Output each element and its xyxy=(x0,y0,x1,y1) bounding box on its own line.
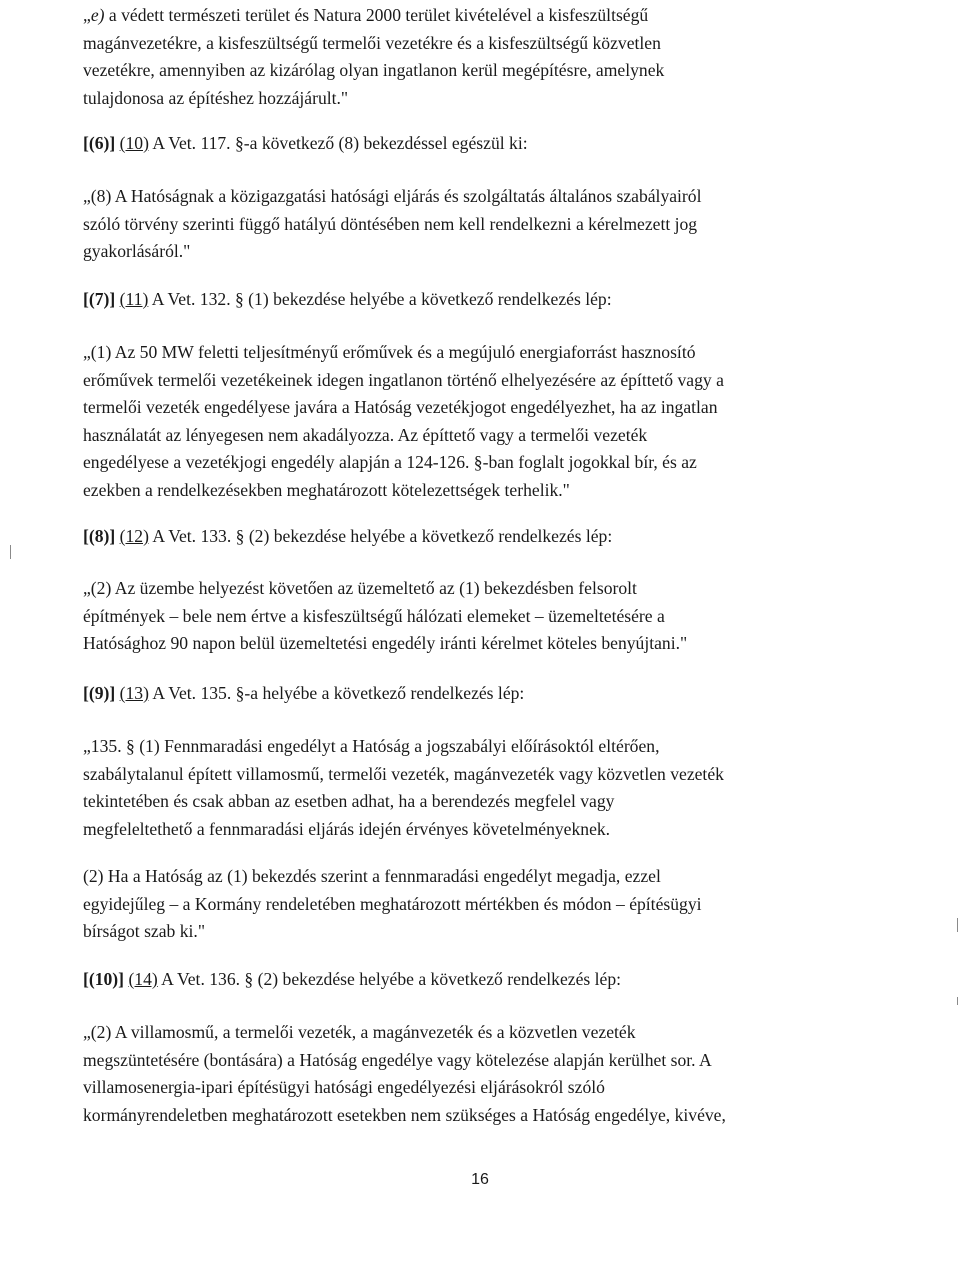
quote-line: egyidejűleg – a Kormány rendeletében meghatározott mértékben és módon – építésügyi xyxy=(83,893,702,914)
heading-text: A Vet. 135. §-a helyébe a következő rendelkezés lép: xyxy=(148,683,525,703)
amendment-heading-14 xyxy=(83,966,883,994)
quote-line: kormányrendeletben meghatározott esetekben nem szükséges a Hatóság engedélye, kivéve, xyxy=(83,1104,726,1125)
old-ref: [(6)] xyxy=(83,133,116,153)
quote-line: Hatósághoz 90 napon belül üzemeltetési engedély iránti kérelmet köteles benyújtani." xyxy=(83,633,688,654)
quote-line: tekintetében és csak abban az esetben adhat, ha a berendezés megfelel vagy xyxy=(83,791,615,812)
quote-line: termelői vezeték engedélyese javára a Hatóság vezetékjogot engedélyezhet, ha az ingatlan xyxy=(83,397,718,418)
quote-line: használatát az lényegesen nem akadályozza. Az építtető vagy a termelői vezeték xyxy=(83,424,648,445)
heading-text: A Vet. 133. § (2) bekezdése helyébe a következő rendelkezés lép: xyxy=(148,526,613,546)
paragraph-e-line-4: tulajdonosa az építéshez hozzájárult." xyxy=(83,87,349,108)
point-letter: e) xyxy=(90,5,105,25)
old-ref: [(9)] xyxy=(83,683,116,703)
quote-11 xyxy=(83,339,883,505)
new-ref: (12) xyxy=(119,526,149,546)
paragraph-e-line-3: vezetékre, amennyiben az kizárólag olyan ingatlanon kerül megépítésre, amelynek xyxy=(83,60,665,81)
amendment-heading-12 xyxy=(83,523,883,551)
scan-mark xyxy=(957,997,958,1005)
quote-line: (2) Ha a Hatóság az (1) bekezdés szerint a fennmaradási engedélyt megadja, ezzel xyxy=(83,866,661,886)
old-ref: [(7)] xyxy=(83,289,116,309)
amendment-heading-13 xyxy=(83,680,883,708)
new-ref: (11) xyxy=(119,289,149,309)
new-ref: (10) xyxy=(119,133,149,153)
amendment-heading-11 xyxy=(83,286,883,314)
page-number: 16 xyxy=(471,1171,489,1188)
open-quote: „ xyxy=(83,5,91,25)
new-ref: (14) xyxy=(128,969,158,989)
old-ref: [(8)] xyxy=(83,526,116,546)
heading-text: A Vet. 136. § (2) bekezdése helyébe a következő rendelkezés lép: xyxy=(157,969,622,989)
quote-line: „(8) A Hatóságnak a közigazgatási hatósági eljárás és szolgáltatás általános szabályairól xyxy=(83,186,702,206)
quote-line: megfeleltethető a fennmaradási eljárás idején érvényes követelményeknek. xyxy=(83,818,611,839)
quote-line: bírságot szab ki." xyxy=(83,921,206,942)
heading-text: A Vet. 117. §-a következő (8) bekezdéssel egészül ki: xyxy=(148,133,528,153)
paragraph-e xyxy=(83,2,883,112)
quote-13-part-2 xyxy=(83,863,883,946)
heading-text: A Vet. 132. § (1) bekezdése helyébe a következő rendelkezés lép: xyxy=(148,289,612,309)
old-ref: [(10)] xyxy=(83,969,125,989)
quote-line: ezekben a rendelkezésekben meghatározott kötelezettségek terhelik." xyxy=(83,479,570,500)
quote-line: megszüntetésére (bontására) a Hatóság engedélye vagy kötelezése alapján kerülhet sor. A xyxy=(83,1049,712,1070)
quote-line: „(1) Az 50 MW feletti teljesítményű erőművek és a megújuló energiaforrást hasznosító xyxy=(83,342,696,362)
paragraph-e-line-2: magánvezetékre, a kisfeszültségű termelői vezetékre és a kisfeszültségű közvetlen xyxy=(83,32,661,53)
quote-14 xyxy=(83,1019,883,1129)
quote-12 xyxy=(83,575,883,658)
paragraph-e-line-1 xyxy=(83,2,883,30)
quote-line: szabálytalanul épített villamosmű, termelői vezeték, magánvezeték vagy közvetlen vezeték xyxy=(83,763,724,784)
quote-line: szóló törvény szerinti függő hatályú döntésében nem kell rendelkezni a kérelmezett jog xyxy=(83,213,698,234)
amendment-heading-10 xyxy=(83,130,883,158)
quote-line: építmények – bele nem értve a kisfeszültségű hálózati elemeket – üzemeltetésére a xyxy=(83,605,665,626)
quote-line: erőművek termelői vezetékeinek idegen ingatlanon történő elhelyezésére az építtető vagy a xyxy=(83,369,724,390)
new-ref: (13) xyxy=(119,683,149,703)
paragraph-e-line-1-text: a védett természeti terület és Natura 2000 terület kivételével a kisfeszültségű xyxy=(104,5,649,25)
scan-mark xyxy=(10,545,11,559)
scan-mark xyxy=(957,918,958,932)
quote-line: villamosenergia-ipari építésügyi hatósági engedélyezési eljárásokról szóló xyxy=(83,1077,605,1098)
quote-line: „135. § (1) Fennmaradási engedélyt a Hatóság a jogszabályi előírásoktól eltérően, xyxy=(83,736,660,756)
quote-13-part-1 xyxy=(83,733,883,843)
quote-line: gyakorlásáról." xyxy=(83,241,191,262)
quote-line: „(2) Az üzembe helyezést követően az üzemeltető az (1) bekezdésben felsorolt xyxy=(83,578,637,598)
quote-10 xyxy=(83,183,883,266)
quote-line: engedélyese a vezetékjogi engedély alapján a 124-126. §-ban foglalt jogokkal bír, és az xyxy=(83,452,697,473)
quote-line: „(2) A villamosmű, a termelői vezeték, a magánvezeték és a közvetlen vezeték xyxy=(83,1022,636,1042)
